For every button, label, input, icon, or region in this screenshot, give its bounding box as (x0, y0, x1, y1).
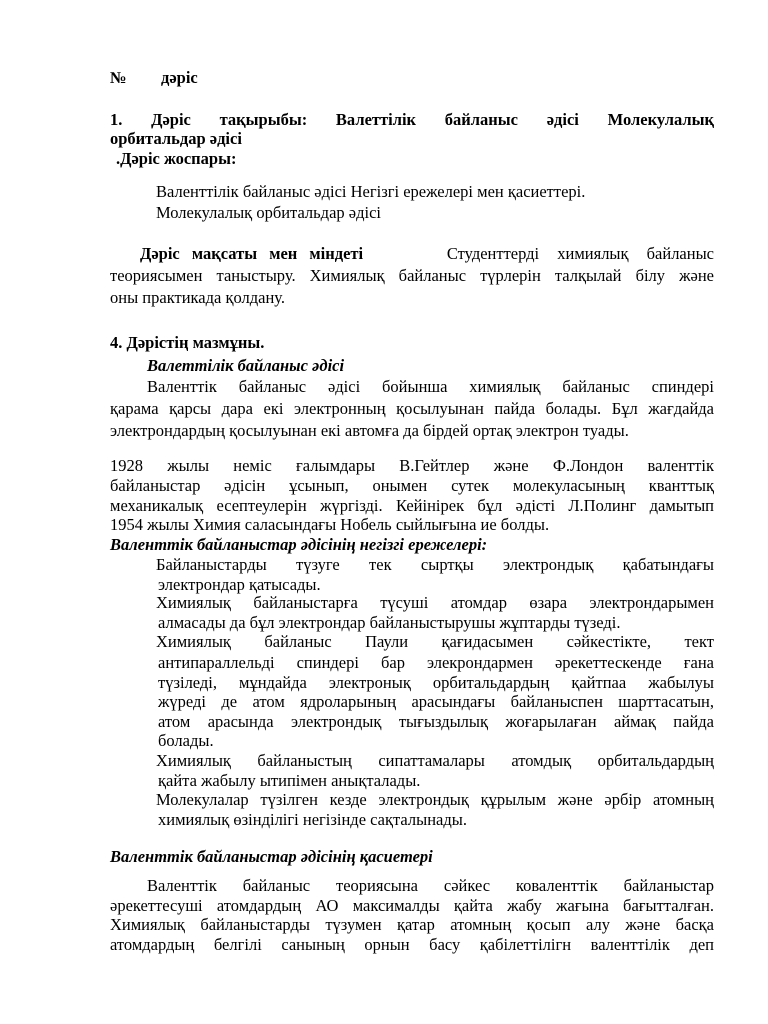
rule-item: Химиялық байланыс Паули қағидасымен сәйкестікте, тект (156, 632, 714, 651)
goal-line-1-rest: Студенттерді химиялық байланыс (446, 244, 714, 263)
content-title: 4. Дәрістің мазмұны. (110, 333, 265, 352)
lecture-number-sign: № (110, 68, 127, 87)
para2-line: механикалық есептеулерін жүргізді. Кейінірек бұл әдісті Л.Полинг дамытып (110, 496, 714, 515)
properties-line: атомдардың белгілі санының орнын басу қабілеттілігн валенттілік деп (110, 935, 714, 954)
para2-line: 1928 жылы неміс ғалымдары В.Гейтлер және Ф.Лондон валенттік (110, 456, 714, 475)
properties-title: Валенттік байланыстар әдісінің қасиетері (110, 847, 433, 866)
rule-item-cont: алмасады да бұл электрондар байланыстырушы жұптарды түзеді. (158, 613, 621, 632)
rule-item: Молекулалар түзілген кезде электрондық құрылым және әрбір атомның (156, 790, 714, 809)
rule-item-cont: түзіледі, мұндайда электронық орбитальдардың қайтпаа жабылуы (158, 673, 714, 692)
rule-item: Химиялық байланыстарға түсуші атомдар өзара электрондарымен (156, 593, 714, 612)
rule-item-cont: антипараллельді спиндері бар элекрондармен әрекеттескенде ғана (158, 653, 714, 672)
lecture-label: дәріс (161, 68, 198, 87)
para1-line: қарама қарсы дара екі электронның қосылуынан пайда болады. Бұл жағдайда (110, 399, 714, 418)
topic-line-1: 1. Дәріс тақырыбы: Валеттілік байланыс әдісі Молекулалық (110, 110, 714, 129)
rule-item-cont: болады. (158, 731, 214, 750)
rule-item-cont: электрондар қатысады. (158, 575, 321, 594)
goal-line-3: оны практикада қолдану. (110, 288, 286, 307)
plan-item: Молекулалық орбитальдар әдісі (156, 203, 381, 222)
properties-line: Валенттік байланыс теориясына сәйкес коваленттік байланыстар (147, 876, 714, 895)
para2-line: байланыстар әдісін ұсынып, онымен сутек молекуласының кванттық (110, 476, 714, 495)
goal-line-2: теориясымен таныстыру. Химиялық байланыс түрлерін талқылай білу және (110, 266, 714, 285)
para2-line: 1954 жылы Химия саласындағы Нобель сыйлығына ие болды. (110, 515, 550, 534)
rule-item-cont: атом арасында электрондық тығыздылық жоғарылаған аймақ пайда (158, 712, 714, 731)
properties-line: Химиялық байланыстарды түзумен қатар атомның қосып алу және басқа (110, 915, 714, 934)
plan-title: .Дәріс жоспары: (116, 149, 237, 168)
goal-line-1 (140, 244, 714, 264)
para1-line: Валенттік байланыс әдісі бойынша химиялық байланыс спиндері (147, 377, 714, 396)
para1-line: электрондардың қосылуынан екі автомға да бірдей ортақ электрон туады. (110, 421, 629, 440)
rule-item: Байланыстарды түзуге тек сыртқы электрондық қабатындағы (156, 555, 714, 574)
rule-item-cont: қайта жабылу ытипімен анықталады. (158, 771, 421, 790)
content-subtitle: Валеттілік байланыс әдісі (147, 356, 345, 375)
goal-heading: Дәріс мақсаты мен міндеті (140, 244, 364, 263)
rule-item-cont: химиялық өзінділігі негізінде сақталынады. (158, 810, 467, 829)
topic-line-2: орбитальдар әдісі (110, 129, 242, 148)
rules-title: Валенттік байланыстар әдісінің негізгі ережелері: (110, 535, 488, 554)
properties-line: әрекеттесуші атомдардың АО максималды қайта жабу жағына бағытталған. (110, 896, 714, 915)
rule-item: Химиялық байланыстың сипаттамалары атомдық орбитальдардың (156, 751, 714, 770)
rule-item-cont: жүреді де атом ядроларының арасындағы байланыспен шарттасатын, (158, 692, 714, 711)
plan-item: Валенттілік байланыс әдісі Негізгі ережелері мен қасиеттері. (156, 182, 586, 201)
